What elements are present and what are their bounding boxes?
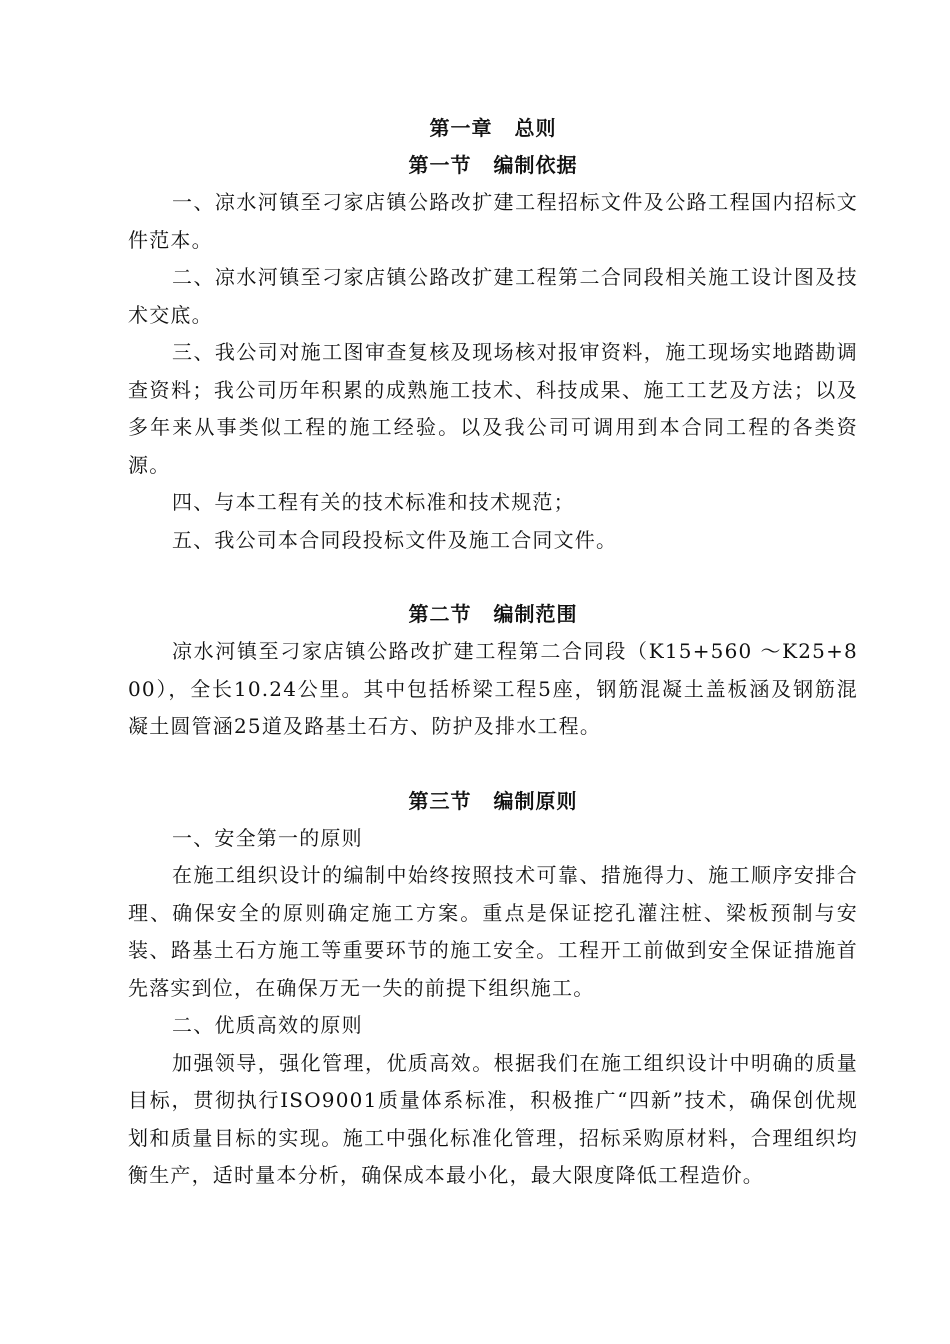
section2-name: 编制范围 bbox=[493, 602, 578, 626]
section2-title bbox=[128, 596, 858, 633]
blank-line bbox=[128, 559, 858, 596]
section1-item-4: 四、与本工程有关的技术标准和技术规范； bbox=[172, 490, 575, 514]
section1-item-5: 五、我公司本合同段投标文件及施工合同文件。 bbox=[172, 527, 618, 552]
document-body bbox=[128, 110, 858, 1195]
section1-item-1: 一、凉水河镇至刁家店镇公路改扩建工程招标文件及公路工程国内招标文件范本。 bbox=[128, 190, 858, 252]
section1-item-2: 二、凉水河镇至刁家店镇公路改扩建工程第二合同段相关施工设计图及技术交底。 bbox=[128, 265, 858, 327]
section1-title bbox=[128, 147, 858, 184]
section1-name: 编制依据 bbox=[493, 153, 578, 177]
section2-text: 凉水河镇至刁家店镇公路改扩建工程第二合同段（K15+560 ～K25+800），全长10.24公里。其中包括桥梁工程5座，钢筋混凝土盖板涵及钢筋混凝土圆管涵25道及路基土石方、防护及排水工程。 bbox=[128, 639, 858, 738]
section1-item-3: 三、我公司对施工图审查复核及现场核对报审资料，施工现场实地踏勘调查资料；我公司历年积累的成熟施工技术、科技成果、施工工艺及方法；以及多年来从事类似工程的施工经验。以及我公司可调用到本合同工程的各类资源。 bbox=[128, 340, 858, 477]
blank-line bbox=[128, 746, 858, 783]
principle-2-title: 二、优质高效的原则 bbox=[172, 1013, 363, 1037]
section3-title bbox=[128, 783, 858, 820]
chapter-number: 第一章 bbox=[429, 116, 493, 140]
section2-number: 第二节 bbox=[408, 602, 472, 626]
section1-number: 第一节 bbox=[408, 153, 472, 177]
principle-2-text: 加强领导，强化管理，优质高效。根据我们在施工组织设计中明确的质量目标，贯彻执行ISO9001质量体系标准，积极推广“四新”技术，确保创优规划和质量目标的实现。施工中强化标准化管理，招标采购原材料，合理组织均衡生产，适时量本分析，确保成本最小化，最大限度降低工程造价。 bbox=[128, 1050, 858, 1187]
chapter-name: 总则 bbox=[514, 116, 557, 140]
section3-name: 编制原则 bbox=[493, 788, 578, 813]
chapter-title bbox=[128, 110, 858, 147]
section3-number: 第三节 bbox=[408, 788, 472, 813]
principle-1-text: 在施工组织设计的编制中始终按照技术可靠、措施得力、施工顺序安排合理、确保安全的原则确定施工方案。重点是保证挖孔灌注桩、梁板预制与安装、路基土石方施工等重要环节的施工安全。工程开工前做到安全保证措施首先落实到位，在确保万无一失的前提下组织施工。 bbox=[128, 863, 858, 1000]
principle-1-title: 一、安全第一的原则 bbox=[172, 825, 363, 850]
